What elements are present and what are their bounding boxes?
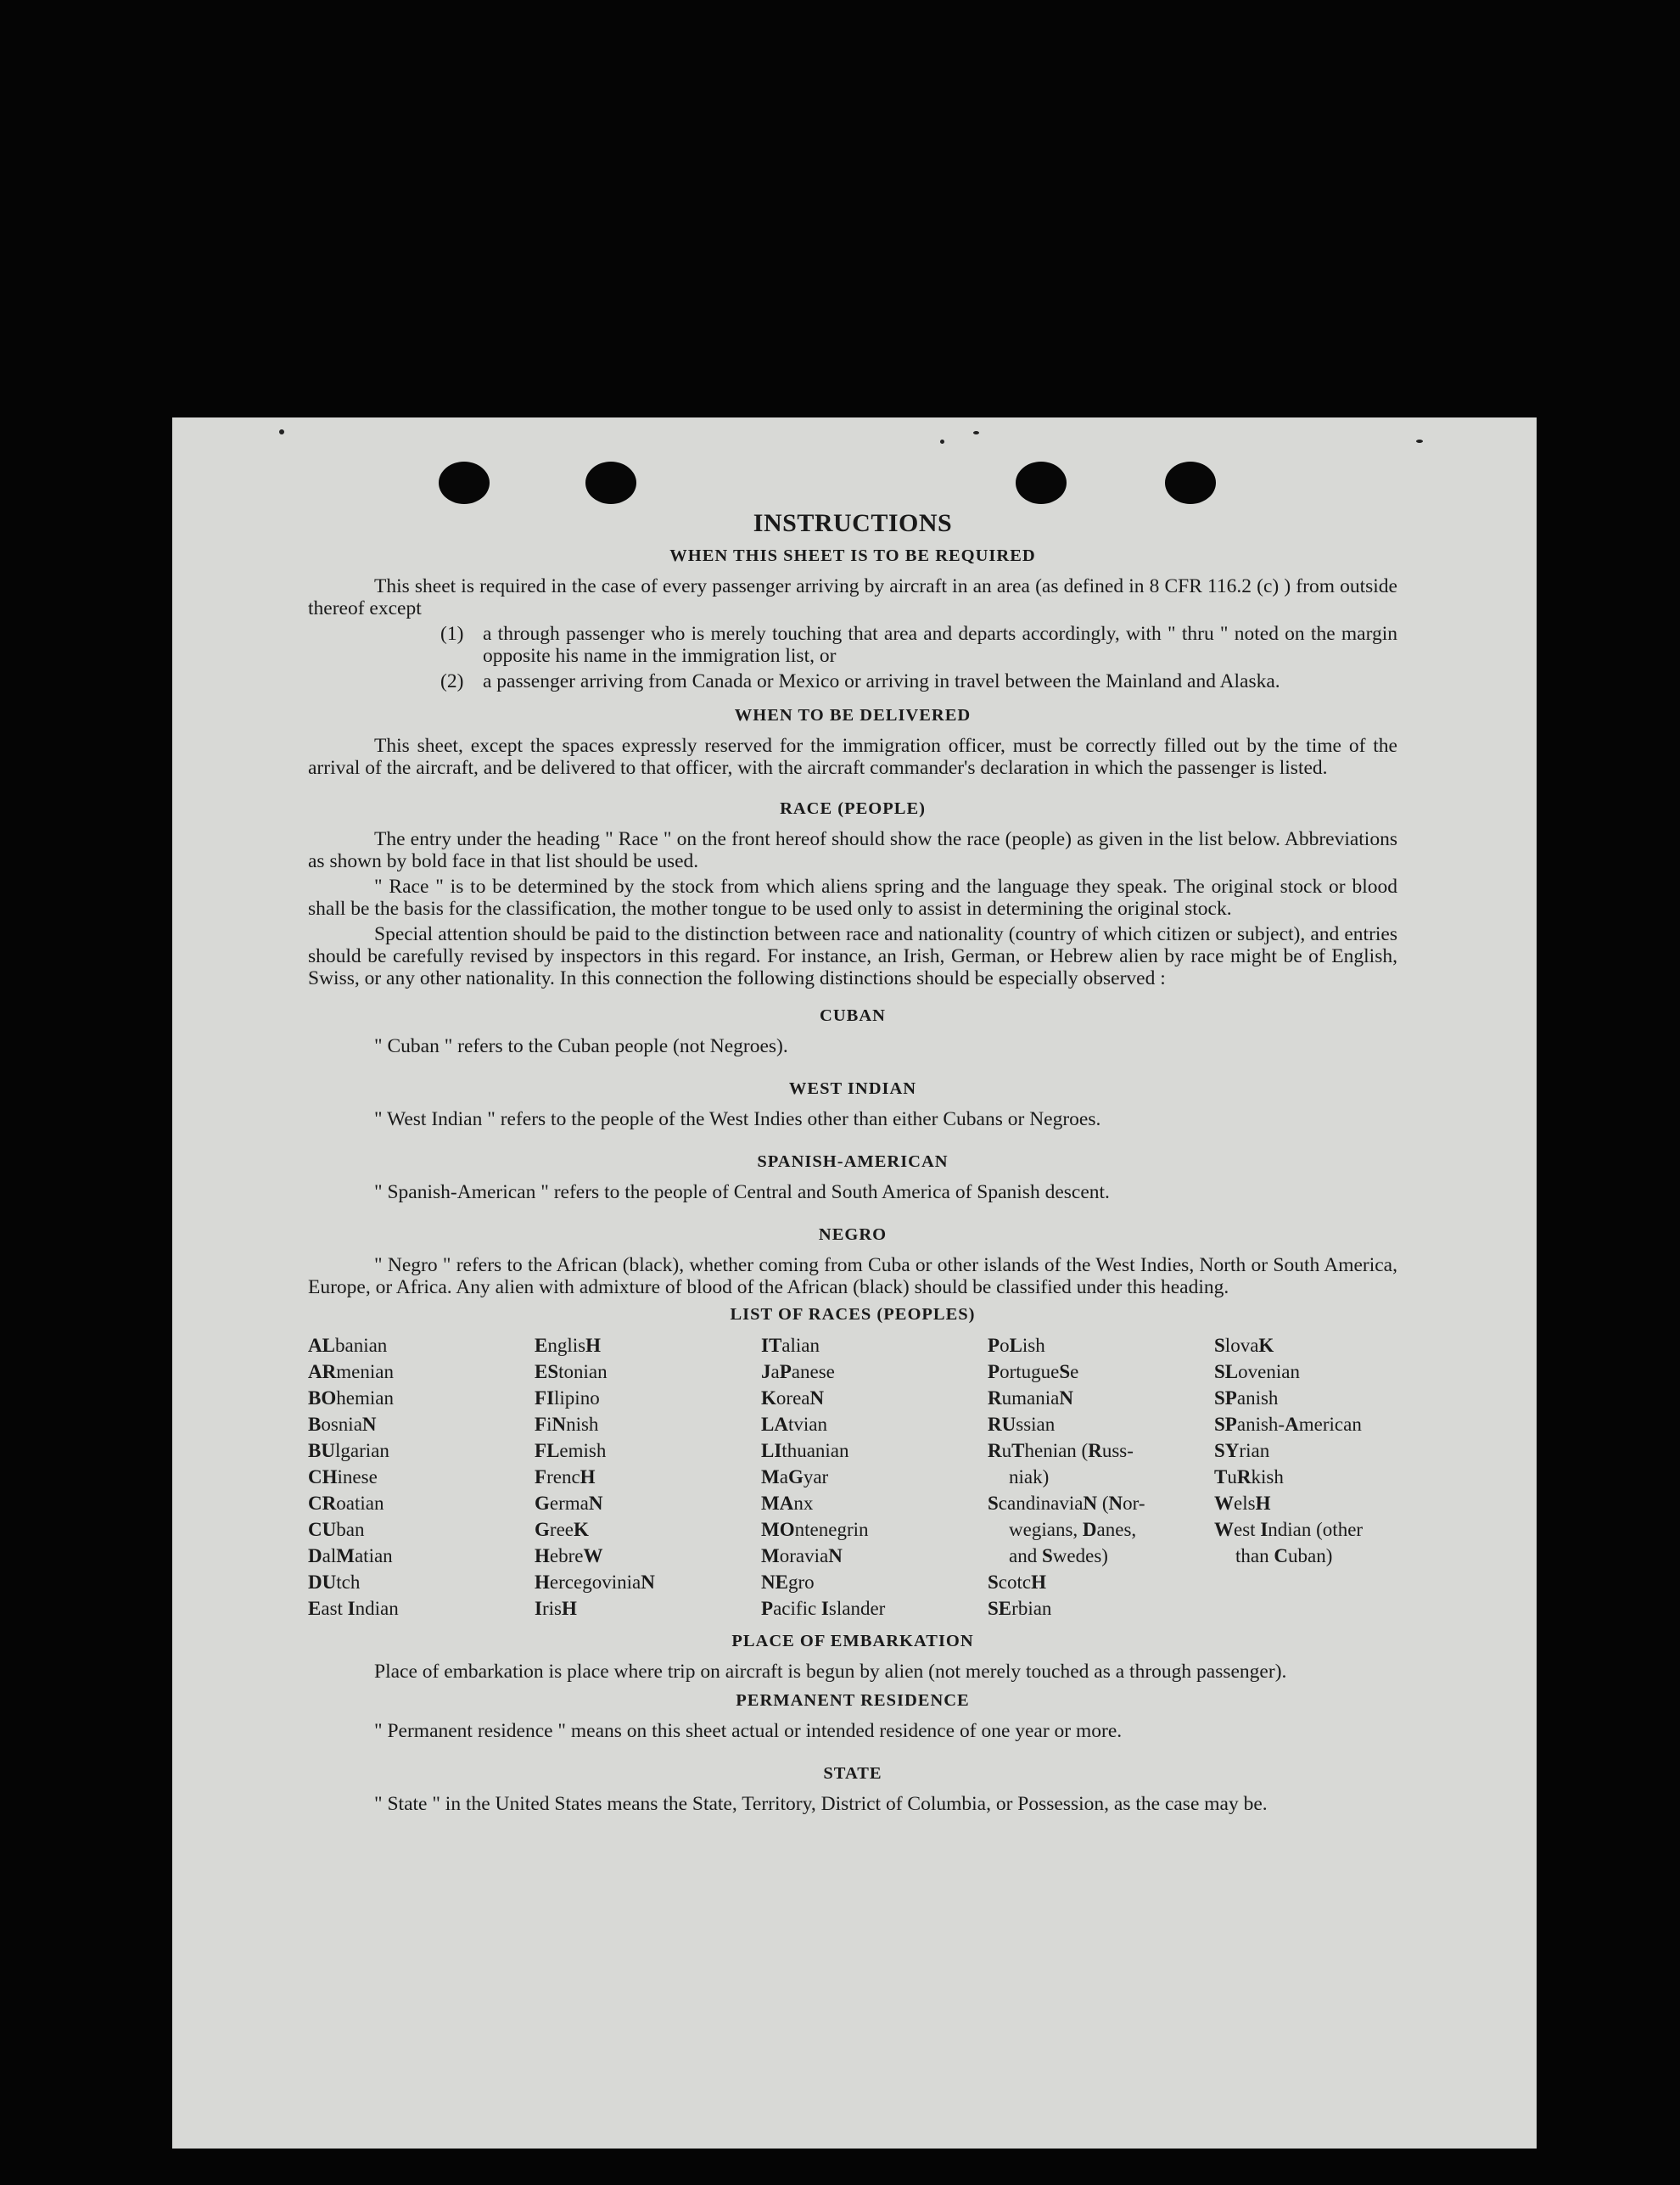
race-entry: EStonian	[535, 1361, 608, 1382]
heading-when-delivered: WHEN TO BE DELIVERED	[734, 706, 972, 725]
race-entry: than Cuban)	[1235, 1545, 1333, 1566]
race-entry: FiNnish	[535, 1414, 599, 1435]
heading-permanent-residence: PERMANENT RESIDENCE	[736, 1691, 970, 1710]
exception-item	[308, 670, 1397, 692]
page-title: INSTRUCTIONS	[753, 509, 953, 537]
heading-list-of-races: LIST OF RACES (PEOPLES)	[730, 1305, 976, 1324]
race-entry: SPanish-American	[1214, 1414, 1362, 1435]
heading-race: RACE (PEOPLE)	[780, 799, 926, 818]
race-paragraph-1: The entry under the heading " Race " on the front hereof should show the race (people) as given in the list below. Abbreviations as shown by bold face in that list should be used.	[308, 828, 1397, 872]
spanish-american-text: " Spanish-American " refers to the people of Central and South America of Spanish descent.	[374, 1181, 1110, 1203]
races-list	[308, 1332, 1397, 1622]
when-required-intro: This sheet is required in the case of every passenger arriving by aircraft in an area (as defined in 8 CFR 116.2 (c) ) from outside thereof except	[308, 575, 1397, 619]
race-entry: RumaniaN	[988, 1387, 1073, 1409]
speck	[973, 431, 979, 434]
punch-hole	[585, 462, 636, 504]
heading-west-indian: WEST INDIAN	[788, 1079, 917, 1098]
heading-when-required: WHEN THIS SHEET IS TO BE REQUIRED	[669, 546, 1036, 565]
race-entry: SLovenian	[1214, 1361, 1300, 1382]
exception-text: a through passenger who is merely touching that area and departs accordingly, with " thru " noted on the margin opposite his name in the immigration list, or	[483, 623, 1397, 667]
races-column	[988, 1332, 1214, 1622]
race-entry: MOntenegrin	[761, 1519, 869, 1540]
race-entry: EnglisH	[535, 1335, 601, 1356]
embarkation-text: Place of embarkation is place where trip on aircraft is begun by alien (not merely touched as a through passenger).	[374, 1661, 1287, 1683]
race-entry: MaGyar	[761, 1466, 829, 1487]
race-entry: KoreaN	[761, 1387, 825, 1409]
race-entry: Pacific Islander	[761, 1598, 886, 1619]
race-entry: RUssian	[988, 1414, 1056, 1435]
heading-negro: NEGRO	[818, 1225, 888, 1244]
punch-hole	[1016, 462, 1067, 504]
race-entry: CHinese	[308, 1466, 378, 1487]
negro-text: " Negro " refers to the African (black), whether coming from Cuba or other islands of the West Indies, North or South America, Europe, or Africa. Any alien with admixture of blood of the African (black) should be classified under this heading.	[308, 1254, 1397, 1298]
race-entry: ScandinaviaN (Nor-	[988, 1493, 1145, 1514]
race-entry: CRoatian	[308, 1493, 384, 1514]
when-delivered-text: This sheet, except the spaces expressly reserved for the immigration officer, must be correctly filled out by the time of the arrival of the aircraft, and be delivered to that officer, with the aircraft commander's declaration in which the passenger is listed.	[308, 735, 1397, 779]
punch-hole	[1165, 462, 1216, 504]
race-entry: niak)	[1009, 1466, 1050, 1487]
race-entry: JaPanese	[761, 1361, 835, 1382]
cuban-text: " Cuban " refers to the Cuban people (not Negroes).	[374, 1035, 788, 1057]
exception-number: (1)	[440, 623, 464, 645]
race-entry: ScotcH	[988, 1572, 1047, 1593]
race-entry: LAtvian	[761, 1414, 827, 1435]
race-entry: BUlgarian	[308, 1440, 389, 1461]
race-entry: DUtch	[308, 1572, 361, 1593]
races-column	[308, 1332, 535, 1622]
race-entry: NEgro	[761, 1572, 815, 1593]
exception-text: a passenger arriving from Canada or Mexico or arriving in travel between the Mainland and Alaska.	[483, 670, 1280, 692]
heading-embarkation: PLACE OF EMBARKATION	[731, 1632, 974, 1650]
heading-spanish-american: SPANISH-AMERICAN	[757, 1152, 949, 1171]
heading-state: STATE	[823, 1764, 882, 1783]
race-entry: LIthuanian	[761, 1440, 849, 1461]
speck	[1416, 440, 1423, 443]
race-entry: MAnx	[761, 1493, 814, 1514]
race-entry: West Indian (other	[1214, 1519, 1364, 1540]
race-entry: DalMatian	[308, 1545, 393, 1566]
race-entry: MoraviaN	[761, 1545, 843, 1566]
race-entry: SlovaK	[1214, 1335, 1274, 1356]
race-entry: RuThenian (Russ-	[988, 1440, 1134, 1461]
heading-cuban: CUBAN	[820, 1006, 886, 1025]
race-entry: IrisH	[535, 1598, 577, 1619]
race-entry: TuRkish	[1214, 1466, 1284, 1487]
exception-item	[308, 623, 1397, 667]
race-entry: SPanish	[1214, 1387, 1279, 1409]
race-entry: SErbian	[988, 1598, 1052, 1619]
races-column	[535, 1332, 761, 1622]
punch-hole	[439, 462, 490, 504]
race-entry: ALbanian	[308, 1335, 388, 1356]
west-indian-text: " West Indian " refers to the people of the West Indies other than either Cubans or Negroes.	[374, 1108, 1101, 1130]
race-entry: PoLish	[988, 1335, 1045, 1356]
race-entry: HebreW	[535, 1545, 603, 1566]
speck	[279, 429, 284, 434]
race-entry: ITalian	[761, 1335, 820, 1356]
race-entry: FLemish	[535, 1440, 607, 1461]
instructions-content	[308, 509, 1397, 1815]
state-text: " State " in the United States means the State, Territory, District of Columbia, or Possession, as the case may be.	[374, 1793, 1268, 1815]
races-column	[761, 1332, 988, 1622]
race-entry: SYrian	[1214, 1440, 1270, 1461]
race-entry: WelsH	[1214, 1493, 1271, 1514]
race-entry: wegians, Danes,	[1009, 1519, 1137, 1540]
race-entry: FIlipino	[535, 1387, 600, 1409]
race-paragraph-2: " Race " is to be determined by the stock from which aliens spring and the language they speak. The original stock or blood shall be the basis for the classification, the mother tongue to be used only to assist in determining the original stock.	[308, 876, 1397, 920]
race-entry: BOhemian	[308, 1387, 394, 1409]
race-entry: CUban	[308, 1519, 365, 1540]
race-entry: GreeK	[535, 1519, 589, 1540]
race-entry: and Swedes)	[1009, 1545, 1108, 1566]
race-paragraph-3: Special attention should be paid to the distinction between race and nationality (country of which citizen or subject), and entries should be carefully revised by inspectors in this regard. For instance, an Irish, German, or Hebrew alien by race might be of English, Swiss, or any other nationality. In this connection the following distinctions should be especially observed :	[308, 923, 1397, 989]
document-sheet	[172, 417, 1537, 2149]
race-entry: HercegoviniaN	[535, 1572, 655, 1593]
permanent-residence-text: " Permanent residence " means on this sheet actual or intended residence of one year or more.	[374, 1720, 1123, 1742]
speck	[940, 440, 944, 444]
race-entry: FrencH	[535, 1466, 596, 1487]
exception-number: (2)	[440, 670, 464, 692]
races-column	[1214, 1332, 1441, 1622]
race-entry: BosniaN	[308, 1414, 377, 1435]
race-entry: GermaN	[535, 1493, 603, 1514]
race-entry: ARmenian	[308, 1361, 394, 1382]
race-entry: PortugueSe	[988, 1361, 1079, 1382]
race-entry: East Indian	[308, 1598, 399, 1619]
